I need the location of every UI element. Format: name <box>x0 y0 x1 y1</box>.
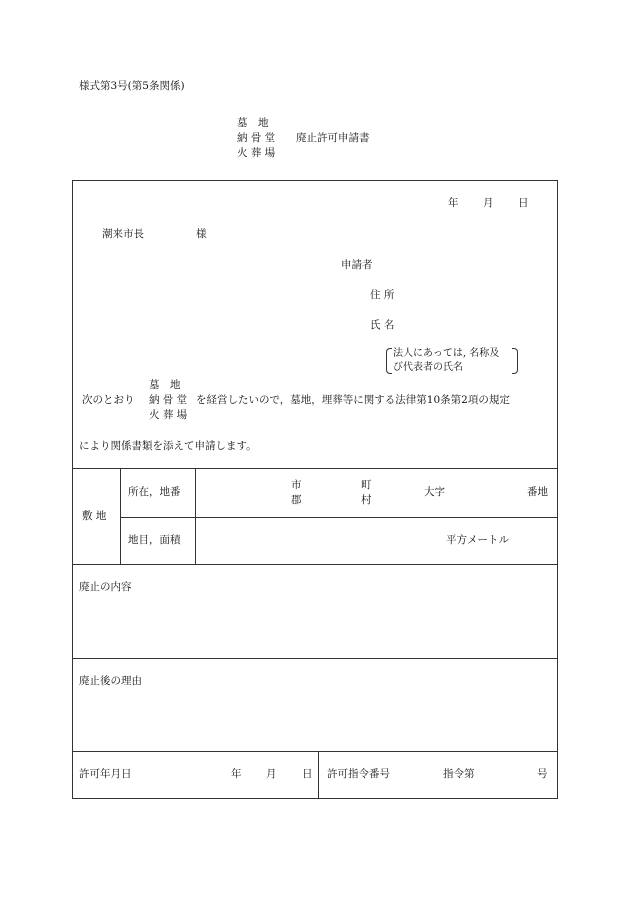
date-year: 年 <box>448 197 459 209</box>
sentence-option-cemetery: 墓 地 <box>149 379 181 391</box>
applicant-label: 申請者 <box>341 259 373 271</box>
county-label: 郡 <box>291 494 302 506</box>
divider <box>195 468 196 564</box>
abolition-reason-label: 廃止後の理由 <box>79 675 142 687</box>
divider <box>120 517 558 518</box>
abolition-content-label: 廃止の内容 <box>79 581 132 593</box>
order-prefix: 指令第 <box>443 768 475 780</box>
document-title: 廃止許可申請書 <box>296 132 370 144</box>
divider <box>120 468 121 564</box>
divider <box>72 468 558 469</box>
right-bracket <box>512 348 518 374</box>
divider <box>72 564 558 565</box>
land-use-label: 地目，面積 <box>128 534 181 546</box>
divider <box>318 751 319 799</box>
divider <box>72 658 558 659</box>
permit-date-label: 許可年月日 <box>79 768 132 780</box>
order-suffix: 号 <box>537 768 548 780</box>
site-label: 敷 地 <box>82 510 107 522</box>
address-label: 住 所 <box>370 289 395 301</box>
permit-month: 月 <box>266 768 277 780</box>
oaza-label: 大字 <box>424 486 445 498</box>
lot-number-label: 番地 <box>527 486 548 498</box>
permit-year: 年 <box>231 768 242 780</box>
area-unit: 平方メートル <box>446 534 509 546</box>
addressee: 潮来市長 <box>102 228 144 240</box>
corporate-note-line2: び代表者の氏名 <box>393 362 463 373</box>
sentence-main: を経営したいので，墓地，埋葬等に関する法律第10条第2項の規定 <box>196 394 510 406</box>
title-option-crematorium: 火 葬 場 <box>237 147 276 159</box>
village-label: 村 <box>361 494 372 506</box>
order-number-label: 許可指令番号 <box>327 768 390 780</box>
divider <box>72 751 558 752</box>
title-option-cemetery: 墓 地 <box>237 117 269 129</box>
left-bracket <box>386 348 392 374</box>
honorific: 様 <box>196 228 207 240</box>
permit-day: 日 <box>302 768 313 780</box>
name-label: 氏 名 <box>370 319 395 331</box>
date-day: 日 <box>518 197 529 209</box>
form-number: 様式第3号(第5条関係) <box>79 80 185 92</box>
sentence-option-crematorium: 火 葬 場 <box>149 409 188 421</box>
sentence-prefix: 次のとおり <box>82 394 135 406</box>
corporate-note-line1: 法人にあっては, 名称及 <box>393 348 500 359</box>
sentence-end: により関係書類を添えて申請します。 <box>79 440 257 452</box>
sentence-option-ossuary: 納 骨 堂 <box>149 394 188 406</box>
title-option-ossuary: 納 骨 堂 <box>237 132 276 144</box>
town-label: 町 <box>361 479 372 491</box>
city-label: 市 <box>291 479 302 491</box>
date-month: 月 <box>483 197 494 209</box>
location-label: 所在，地番 <box>128 486 181 498</box>
